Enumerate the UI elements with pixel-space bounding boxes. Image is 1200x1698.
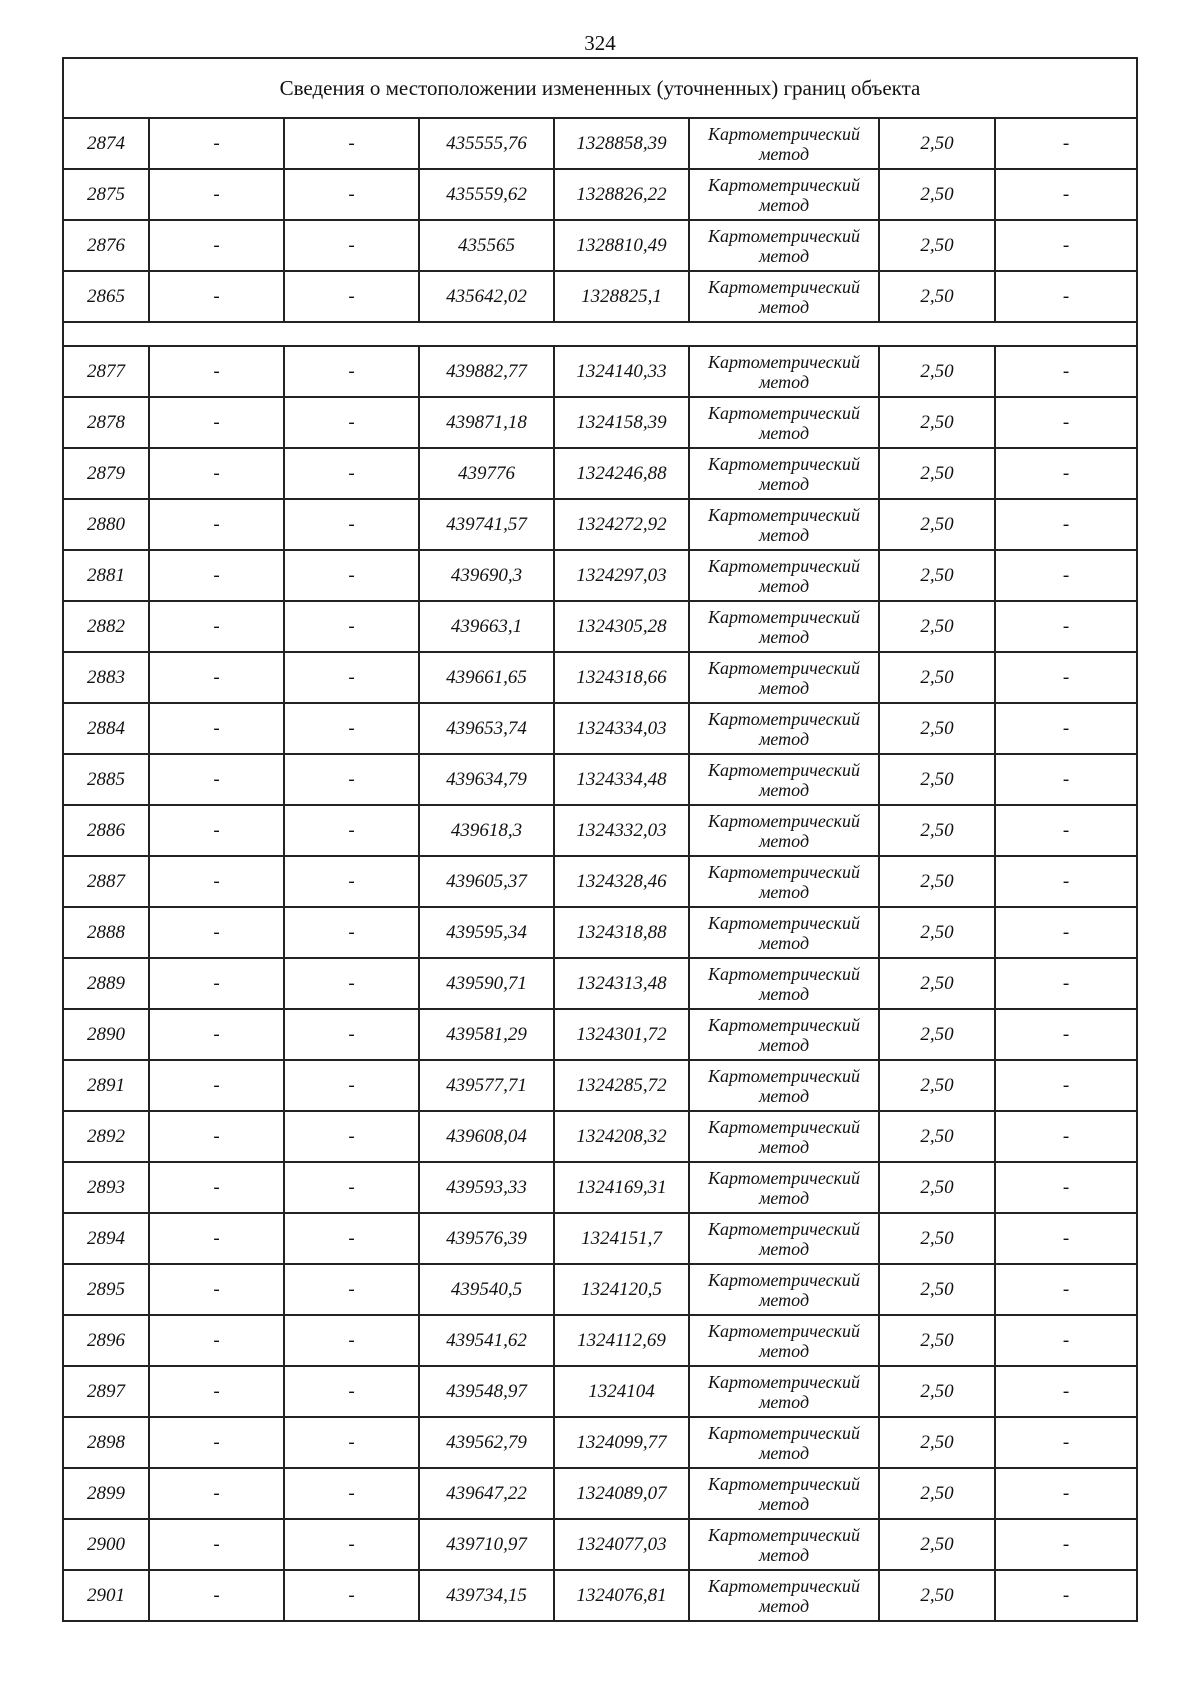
method-cell: Картометрический метод [689,703,879,754]
description-cell: - [995,958,1137,1009]
y-coordinate-cell: 1324208,32 [554,1111,689,1162]
method-cell: Картометрический метод [689,220,879,271]
page-number: 324 [584,31,616,55]
precision-cell: 2,50 [879,499,995,550]
method-cell: Картометрический метод [689,958,879,1009]
table-row [63,703,1137,754]
method-cell: Картометрический метод [689,1264,879,1315]
precision-cell: 2,50 [879,1417,995,1468]
x-coordinate-cell: 439541,62 [419,1315,554,1366]
table-row [63,499,1137,550]
old-y-cell: - [284,1366,419,1417]
point-number-cell: 2865 [63,271,149,322]
point-number-cell: 2886 [63,805,149,856]
description-cell: - [995,1009,1137,1060]
method-cell: Картометрический метод [689,1060,879,1111]
group-separator-row [63,322,1137,346]
old-y-cell: - [284,118,419,169]
method-cell: Картометрический метод [689,169,879,220]
x-coordinate-cell: 439741,57 [419,499,554,550]
old-y-cell: - [284,754,419,805]
old-x-cell: - [149,1468,284,1519]
method-cell: Картометрический метод [689,499,879,550]
y-coordinate-cell: 1324089,07 [554,1468,689,1519]
description-cell: - [995,220,1137,271]
table-row [63,169,1137,220]
table-row [63,754,1137,805]
method-cell: Картометрический метод [689,1417,879,1468]
method-cell: Картометрический метод [689,1213,879,1264]
x-coordinate-cell: 439608,04 [419,1111,554,1162]
old-x-cell: - [149,805,284,856]
point-number-cell: 2876 [63,220,149,271]
old-y-cell: - [284,1315,419,1366]
point-number-cell: 2890 [63,1009,149,1060]
precision-cell: 2,50 [879,601,995,652]
x-coordinate-cell: 439663,1 [419,601,554,652]
method-cell: Картометрический метод [689,1570,879,1621]
y-coordinate-cell: 1328825,1 [554,271,689,322]
old-y-cell: - [284,499,419,550]
x-coordinate-cell: 439734,15 [419,1570,554,1621]
precision-cell: 2,50 [879,1060,995,1111]
table-row [63,1060,1137,1111]
table-row [63,1570,1137,1621]
old-y-cell: - [284,1162,419,1213]
method-cell: Картометрический метод [689,1111,879,1162]
precision-cell: 2,50 [879,1519,995,1570]
table-row [63,1315,1137,1366]
point-number-cell: 2897 [63,1366,149,1417]
y-coordinate-cell: 1324285,72 [554,1060,689,1111]
y-coordinate-cell: 1324169,31 [554,1162,689,1213]
table-row [63,1264,1137,1315]
description-cell: - [995,118,1137,169]
table-row [63,271,1137,322]
method-cell: Картометрический метод [689,856,879,907]
old-x-cell: - [149,601,284,652]
x-coordinate-cell: 439548,97 [419,1366,554,1417]
precision-cell: 2,50 [879,1264,995,1315]
x-coordinate-cell: 439661,65 [419,652,554,703]
precision-cell: 2,50 [879,1315,995,1366]
precision-cell: 2,50 [879,550,995,601]
x-coordinate-cell: 439634,79 [419,754,554,805]
table-row [63,397,1137,448]
description-cell: - [995,703,1137,754]
table-row [63,220,1137,271]
old-x-cell: - [149,271,284,322]
precision-cell: 2,50 [879,271,995,322]
old-x-cell: - [149,169,284,220]
method-cell: Картометрический метод [689,397,879,448]
table-title: Сведения о местоположении измененных (уточненных) границ объекта [63,58,1137,118]
precision-cell: 2,50 [879,1366,995,1417]
old-y-cell: - [284,1111,419,1162]
y-coordinate-cell: 1324334,48 [554,754,689,805]
x-coordinate-cell: 439562,79 [419,1417,554,1468]
precision-cell: 2,50 [879,805,995,856]
method-cell: Картометрический метод [689,1366,879,1417]
point-number-cell: 2881 [63,550,149,601]
table-row [63,1213,1137,1264]
point-number-cell: 2885 [63,754,149,805]
method-cell: Картометрический метод [689,1162,879,1213]
precision-cell: 2,50 [879,1009,995,1060]
old-y-cell: - [284,856,419,907]
description-cell: - [995,397,1137,448]
description-cell: - [995,499,1137,550]
x-coordinate-cell: 439776 [419,448,554,499]
point-number-cell: 2899 [63,1468,149,1519]
table-row [63,1111,1137,1162]
x-coordinate-cell: 439577,71 [419,1060,554,1111]
old-y-cell: - [284,346,419,397]
y-coordinate-cell: 1324318,66 [554,652,689,703]
old-y-cell: - [284,907,419,958]
old-y-cell: - [284,601,419,652]
x-coordinate-cell: 439690,3 [419,550,554,601]
x-coordinate-cell: 439710,97 [419,1519,554,1570]
old-y-cell: - [284,1519,419,1570]
precision-cell: 2,50 [879,118,995,169]
method-cell: Картометрический метод [689,754,879,805]
x-coordinate-cell: 439647,22 [419,1468,554,1519]
x-coordinate-cell: 439540,5 [419,1264,554,1315]
description-cell: - [995,169,1137,220]
method-cell: Картометрический метод [689,1468,879,1519]
precision-cell: 2,50 [879,907,995,958]
point-number-cell: 2891 [63,1060,149,1111]
old-x-cell: - [149,754,284,805]
point-number-cell: 2879 [63,448,149,499]
method-cell: Картометрический метод [689,550,879,601]
y-coordinate-cell: 1324158,39 [554,397,689,448]
x-coordinate-cell: 435565 [419,220,554,271]
table-row [63,856,1137,907]
y-coordinate-cell: 1328858,39 [554,118,689,169]
table-row [63,1162,1137,1213]
point-number-cell: 2875 [63,169,149,220]
description-cell: - [995,1417,1137,1468]
old-y-cell: - [284,958,419,1009]
precision-cell: 2,50 [879,448,995,499]
description-cell: - [995,1162,1137,1213]
point-number-cell: 2884 [63,703,149,754]
point-number-cell: 2887 [63,856,149,907]
point-number-cell: 2883 [63,652,149,703]
point-number-cell: 2888 [63,907,149,958]
precision-cell: 2,50 [879,1162,995,1213]
description-cell: - [995,1519,1137,1570]
old-x-cell: - [149,346,284,397]
method-cell: Картометрический метод [689,448,879,499]
description-cell: - [995,346,1137,397]
old-x-cell: - [149,856,284,907]
precision-cell: 2,50 [879,856,995,907]
method-cell: Картометрический метод [689,652,879,703]
old-y-cell: - [284,1417,419,1468]
method-cell: Картометрический метод [689,346,879,397]
precision-cell: 2,50 [879,220,995,271]
precision-cell: 2,50 [879,703,995,754]
description-cell: - [995,1213,1137,1264]
precision-cell: 2,50 [879,1468,995,1519]
point-number-cell: 2878 [63,397,149,448]
precision-cell: 2,50 [879,754,995,805]
old-y-cell: - [284,169,419,220]
table-row [63,118,1137,169]
old-x-cell: - [149,448,284,499]
method-cell: Картометрический метод [689,118,879,169]
y-coordinate-cell: 1324318,88 [554,907,689,958]
old-x-cell: - [149,1009,284,1060]
y-coordinate-cell: 1324328,46 [554,856,689,907]
old-y-cell: - [284,550,419,601]
precision-cell: 2,50 [879,346,995,397]
point-number-cell: 2882 [63,601,149,652]
old-x-cell: - [149,550,284,601]
old-x-cell: - [149,220,284,271]
precision-cell: 2,50 [879,397,995,448]
old-x-cell: - [149,1060,284,1111]
y-coordinate-cell: 1328810,49 [554,220,689,271]
table-title-row [63,58,1137,118]
old-y-cell: - [284,652,419,703]
y-coordinate-cell: 1324272,92 [554,499,689,550]
x-coordinate-cell: 439618,3 [419,805,554,856]
description-cell: - [995,805,1137,856]
description-cell: - [995,907,1137,958]
point-number-cell: 2900 [63,1519,149,1570]
table-row [63,1366,1137,1417]
x-coordinate-cell: 439595,34 [419,907,554,958]
point-number-cell: 2893 [63,1162,149,1213]
old-x-cell: - [149,652,284,703]
y-coordinate-cell: 1324120,5 [554,1264,689,1315]
y-coordinate-cell: 1324246,88 [554,448,689,499]
precision-cell: 2,50 [879,1570,995,1621]
point-number-cell: 2895 [63,1264,149,1315]
x-coordinate-cell: 435559,62 [419,169,554,220]
point-number-cell: 2892 [63,1111,149,1162]
old-x-cell: - [149,1264,284,1315]
description-cell: - [995,856,1137,907]
old-y-cell: - [284,1570,419,1621]
description-cell: - [995,271,1137,322]
x-coordinate-cell: 439871,18 [419,397,554,448]
method-cell: Картометрический метод [689,1009,879,1060]
method-cell: Картометрический метод [689,601,879,652]
description-cell: - [995,1366,1137,1417]
table-row [63,601,1137,652]
description-cell: - [995,1264,1137,1315]
y-coordinate-cell: 1324297,03 [554,550,689,601]
old-y-cell: - [284,220,419,271]
point-number-cell: 2894 [63,1213,149,1264]
y-coordinate-cell: 1324334,03 [554,703,689,754]
y-coordinate-cell: 1324077,03 [554,1519,689,1570]
y-coordinate-cell: 1324076,81 [554,1570,689,1621]
x-coordinate-cell: 439590,71 [419,958,554,1009]
old-x-cell: - [149,1519,284,1570]
description-cell: - [995,1315,1137,1366]
table-row [63,1417,1137,1468]
point-number-cell: 2877 [63,346,149,397]
old-x-cell: - [149,1213,284,1264]
old-x-cell: - [149,1570,284,1621]
y-coordinate-cell: 1328826,22 [554,169,689,220]
point-number-cell: 2889 [63,958,149,1009]
old-x-cell: - [149,1315,284,1366]
y-coordinate-cell: 1324104 [554,1366,689,1417]
point-number-cell: 2898 [63,1417,149,1468]
point-number-cell: 2874 [63,118,149,169]
precision-cell: 2,50 [879,652,995,703]
table-row [63,550,1137,601]
y-coordinate-cell: 1324099,77 [554,1417,689,1468]
old-x-cell: - [149,907,284,958]
description-cell: - [995,754,1137,805]
table-row [63,448,1137,499]
old-y-cell: - [284,1213,419,1264]
boundary-coordinates-table [62,57,1138,1622]
table-row [63,1519,1137,1570]
method-cell: Картометрический метод [689,1519,879,1570]
description-cell: - [995,1060,1137,1111]
y-coordinate-cell: 1324151,7 [554,1213,689,1264]
description-cell: - [995,1570,1137,1621]
description-cell: - [995,601,1137,652]
old-x-cell: - [149,1162,284,1213]
old-x-cell: - [149,1366,284,1417]
point-number-cell: 2896 [63,1315,149,1366]
table-row [63,1009,1137,1060]
old-x-cell: - [149,703,284,754]
y-coordinate-cell: 1324301,72 [554,1009,689,1060]
description-cell: - [995,1468,1137,1519]
x-coordinate-cell: 439605,37 [419,856,554,907]
old-y-cell: - [284,703,419,754]
table-row [63,1468,1137,1519]
x-coordinate-cell: 439653,74 [419,703,554,754]
old-x-cell: - [149,1111,284,1162]
old-y-cell: - [284,271,419,322]
group-separator [63,322,1137,346]
precision-cell: 2,50 [879,1213,995,1264]
old-y-cell: - [284,1468,419,1519]
old-x-cell: - [149,397,284,448]
method-cell: Картометрический метод [689,1315,879,1366]
old-y-cell: - [284,448,419,499]
description-cell: - [995,652,1137,703]
table-row [63,652,1137,703]
x-coordinate-cell: 435555,76 [419,118,554,169]
y-coordinate-cell: 1324305,28 [554,601,689,652]
old-x-cell: - [149,958,284,1009]
old-y-cell: - [284,805,419,856]
old-y-cell: - [284,1264,419,1315]
x-coordinate-cell: 439882,77 [419,346,554,397]
x-coordinate-cell: 439576,39 [419,1213,554,1264]
table-row [63,958,1137,1009]
table-row [63,907,1137,958]
precision-cell: 2,50 [879,1111,995,1162]
precision-cell: 2,50 [879,169,995,220]
method-cell: Картометрический метод [689,907,879,958]
point-number-cell: 2901 [63,1570,149,1621]
old-x-cell: - [149,499,284,550]
old-y-cell: - [284,1060,419,1111]
y-coordinate-cell: 1324332,03 [554,805,689,856]
point-number-cell: 2880 [63,499,149,550]
description-cell: - [995,448,1137,499]
old-x-cell: - [149,1417,284,1468]
method-cell: Картометрический метод [689,271,879,322]
table-row [63,805,1137,856]
description-cell: - [995,550,1137,601]
y-coordinate-cell: 1324112,69 [554,1315,689,1366]
y-coordinate-cell: 1324313,48 [554,958,689,1009]
table-row [63,346,1137,397]
description-cell: - [995,1111,1137,1162]
y-coordinate-cell: 1324140,33 [554,346,689,397]
old-y-cell: - [284,397,419,448]
precision-cell: 2,50 [879,958,995,1009]
old-x-cell: - [149,118,284,169]
x-coordinate-cell: 435642,02 [419,271,554,322]
x-coordinate-cell: 439581,29 [419,1009,554,1060]
table-body [63,58,1137,1621]
method-cell: Картометрический метод [689,805,879,856]
old-y-cell: - [284,1009,419,1060]
x-coordinate-cell: 439593,33 [419,1162,554,1213]
